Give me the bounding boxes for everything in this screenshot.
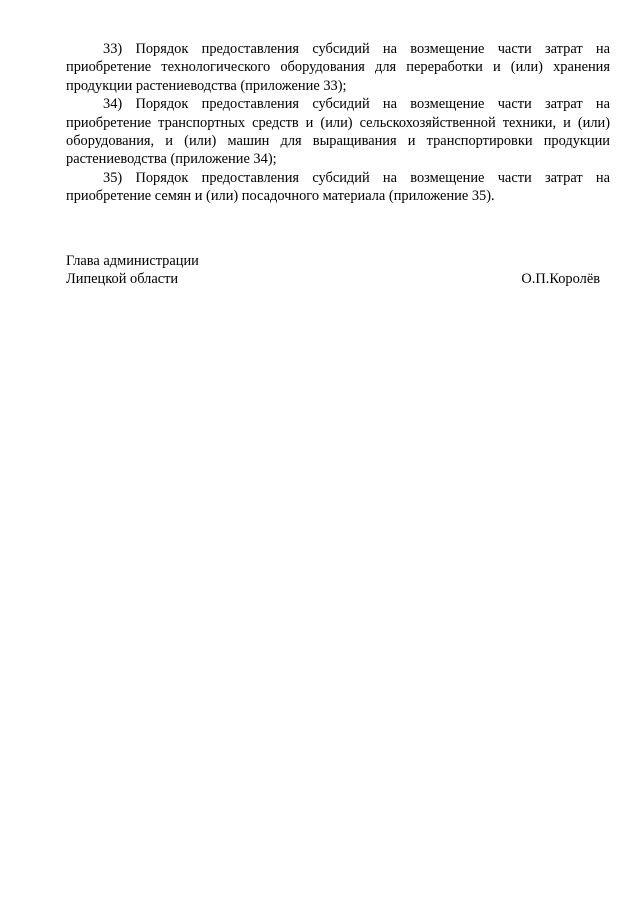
signatory-name: О.П.Королёв [521,271,600,288]
signatory-title-line1: Глава администрации [66,253,199,269]
paragraph-item-34: 34) Порядок предоставления субсидий на возмещение части затрат на приобретение транспортных средств и (или) сельскохозяйственной техники, и (или) оборудования, и (или) машин для выращивания и транспортировки продукции растениеводства (приложение 34); [66,96,610,168]
document-body [66,40,610,206]
signatory-title-line2: Липецкой области [66,271,179,288]
paragraph-item-35: 35) Порядок предоставления субсидий на возмещение части затрат на приобретение семян и (или) посадочного материала (приложение 35). [66,169,610,205]
paragraph-item-33: 33) Порядок предоставления субсидий на возмещение части затрат на приобретение технологического оборудования для переработки и (или) хранения продукции растениеводства (приложение 33); [66,41,610,94]
signature-row [66,270,600,288]
signature-block [66,252,600,289]
